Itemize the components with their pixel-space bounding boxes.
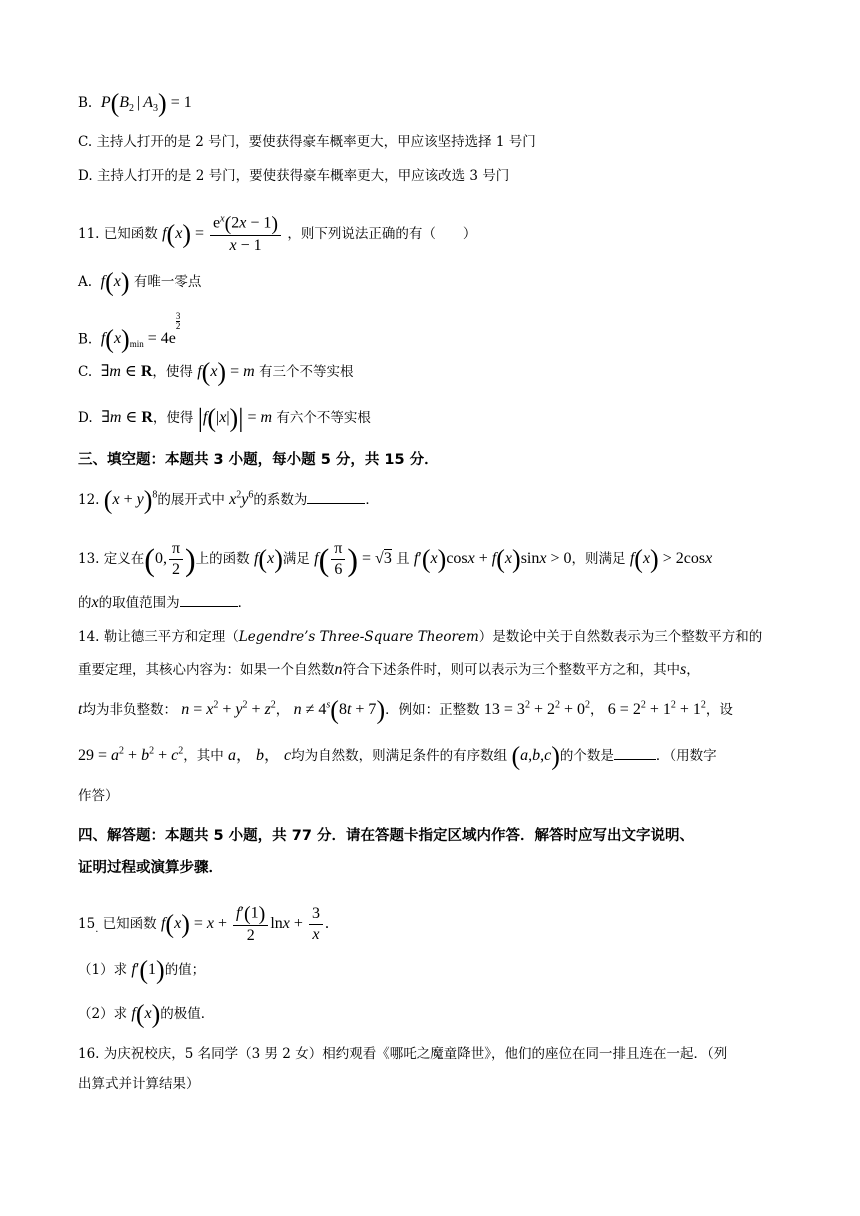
option-label: C. <box>78 364 93 380</box>
option-label: D. <box>78 168 93 184</box>
stem-text: 已知函数 <box>102 916 157 933</box>
question-number: 14. <box>78 629 100 645</box>
q15-stem <box>78 904 782 945</box>
math-fx: f(x) <box>100 267 130 297</box>
question-number: 13. <box>78 551 100 568</box>
math-example-13: $13 = 3^2 + 2^2 + 0^2$ <box>483 699 590 718</box>
option-text: 主持人打开的是 2 号门，要使获得豪车概率更大，甲应该改选 3 号门 <box>96 168 510 184</box>
question-number: 12. <box>78 492 100 508</box>
math-q11-function: f(x) = $\frac{e^x(2x - 1)}{x - 1}$ <box>162 225 283 242</box>
stem-text: 的展开式中 <box>157 492 225 508</box>
q13-line-1 <box>78 540 782 579</box>
theorem-name: Legendre’s Three-Square Theorem <box>238 629 479 645</box>
math-q11b: $f(x)_{min} = 4e$ $^{\frac{3}{2}}$ <box>100 311 181 354</box>
math-exists-m: ∃m ∈ R <box>101 409 153 426</box>
q15-part-1 <box>78 955 782 985</box>
math-q10b: $P(B_2$ | $A_3) = 1$ <box>100 88 192 118</box>
q11-option-b <box>78 311 782 354</box>
part-label: （2）求 <box>78 1006 128 1022</box>
q16-line-2: 出算式并计算结果） <box>78 1076 200 1092</box>
math-fx-eq-m: f(x) = m <box>197 357 255 387</box>
math-n: n <box>334 661 343 678</box>
stem-text: ，则下列说法正确的有（ ） <box>287 226 477 243</box>
math-sum-squares: $n = x^2 + y^2 + z^2$ <box>181 699 276 718</box>
section-4-heading-line-2: 证明过程或演算步骤． <box>78 860 223 876</box>
stem-text: 已知函数 <box>103 226 158 243</box>
answer-blank[interactable] <box>307 491 365 504</box>
stem-text: 的个数是 <box>559 748 614 764</box>
stem-text: ．例如：正整数 <box>385 702 480 718</box>
answer-blank[interactable] <box>614 747 656 760</box>
q11-option-c <box>78 357 782 387</box>
part-text: 的极值． <box>160 1006 215 1022</box>
math-condition: f′(x)cosx + f(x)sinx > 0 <box>413 544 572 574</box>
option-label: B. <box>78 331 93 348</box>
stem-text: ．（用数字 <box>655 748 717 764</box>
q11-stem <box>78 214 782 255</box>
math-fprime-1: f′(1) <box>131 955 165 985</box>
option-text: 主持人打开的是 2 号门，要使获得豪车概率更大，甲应该坚持选择 1 号门 <box>96 134 536 150</box>
stem-text: 的系数为 <box>253 492 308 508</box>
stem-end: ． <box>365 492 379 508</box>
math-x: x <box>91 594 99 611</box>
option-label: C. <box>78 134 93 150</box>
stem-text: ，设 <box>705 702 733 718</box>
stem-text: ，其中 <box>183 748 224 764</box>
math-term: $x^2y^6$ <box>229 489 254 508</box>
section-3-heading: 三、填空题：本题共 3 小题，每小题 5 分，共 15 分． <box>78 452 439 468</box>
q16-line-1: 16. 为庆祝校庆，5 名同学（3 男 2 女）相约观看《哪吒之魔童降世》，他们的座位在同一排且连在一起．（列 <box>78 1046 728 1062</box>
q13-line-2 <box>78 593 782 613</box>
stem-text: 且 <box>396 551 410 568</box>
q11-option-a <box>78 267 782 297</box>
math-f-pi6: f( $\frac{\pi}{6}$ ) = √3 <box>314 540 392 578</box>
q14-line-1 <box>78 627 782 647</box>
math-abs-f-abs-x: |f(|x|)| = m <box>197 403 273 433</box>
section-4-heading-line-1: 四、解答题：本题共 5 小题，共 77 分．请在答题卡指定区域内作答．解答时应写出文字说明、 <box>78 828 694 844</box>
option-text: ，使得 <box>152 410 194 426</box>
stem-text: 上的函数 <box>195 551 250 568</box>
q14-line-2 <box>78 660 782 680</box>
q10-option-b <box>78 88 782 118</box>
option-text: 有六个不等实根 <box>276 410 371 426</box>
stem-text: ， <box>686 662 700 678</box>
option-label: D. <box>78 410 93 426</box>
stem-end: ． <box>237 595 252 611</box>
answer-blank[interactable] <box>180 594 238 607</box>
math-abc: a， b， c <box>228 747 292 764</box>
q12 <box>78 485 782 515</box>
question-number: 15 <box>78 916 96 933</box>
math-inequality: f(x) > 2cosx <box>629 544 713 574</box>
q10-option-c <box>78 132 782 152</box>
part-label: （1）求 <box>78 962 128 978</box>
math-condition-n: $n \ne 4^s(8t + 7)$ <box>293 695 386 725</box>
stem-text: 均为非负整数： <box>82 702 177 718</box>
math-fx: f(x) <box>253 544 283 574</box>
stem-text: 的取值范围为 <box>98 595 180 611</box>
math-tuple: (a,b,c) <box>511 741 560 771</box>
math-t: t <box>78 701 83 718</box>
stem-text: ）是数论中关于自然数表示为三个整数平方和的 <box>478 629 763 645</box>
option-text: ，使得 <box>152 364 193 380</box>
question-number: 11. <box>78 226 100 243</box>
option-label: A. <box>78 274 93 290</box>
stem-text: 重要定理，其核心内容为：如果一个自然数 <box>78 662 335 678</box>
q15-part-2 <box>78 999 782 1029</box>
stem-text: 均为自然数，则满足条件的有序数组 <box>291 748 508 764</box>
stem-text: 定义在 <box>103 551 145 568</box>
q10-option-d <box>78 166 782 186</box>
math-29: $29 = a^2 + b^2 + c^2$ <box>78 745 184 764</box>
math-interval: (0, $\frac{\pi}{2}$ ) <box>144 540 196 578</box>
q14-line-3: t均为非负整数： $n = x^2 + y^2 + z^2$， $n \ne 4^s(8t + 7)$．例如：正整数 $13 = 3^2 + 2^2 + 0^2$， $6 = 2^2 + 1^2 + 1^2$，设 <box>78 695 733 725</box>
q14-line-4 <box>78 741 782 771</box>
option-label: B. <box>78 95 93 111</box>
option-text: 有唯一零点 <box>133 274 202 290</box>
math-q15-function: f(x) = x + $\frac{f'(1)}{2}$ lnx + $\frac{3}{x}$ . <box>160 903 329 944</box>
option-text: 有三个不等实根 <box>258 364 354 380</box>
q14-line-5: 作答） <box>78 788 119 804</box>
stem-text: 符合下述条件时，则可以表示为三个整数平方之和，其中 <box>342 662 680 678</box>
question-dot: . <box>95 923 99 935</box>
stem-text: 满足 <box>282 551 310 568</box>
stem-text: 的 <box>78 595 92 611</box>
math-example-6: $6 = 2^2 + 1^2 + 1^2$ <box>607 699 706 718</box>
math-binomial: $(x + y)^8$ <box>103 485 158 515</box>
math-fx: f(x) <box>131 999 161 1029</box>
math-exists-m: ∃m ∈ R <box>100 363 153 380</box>
q11-option-d <box>78 403 782 433</box>
stem-text: 勒让德三平方和定理（ <box>103 629 239 645</box>
stem-text: ，则满足 <box>571 551 626 568</box>
part-text: 的值； <box>164 962 206 978</box>
math-s: s <box>680 661 687 678</box>
